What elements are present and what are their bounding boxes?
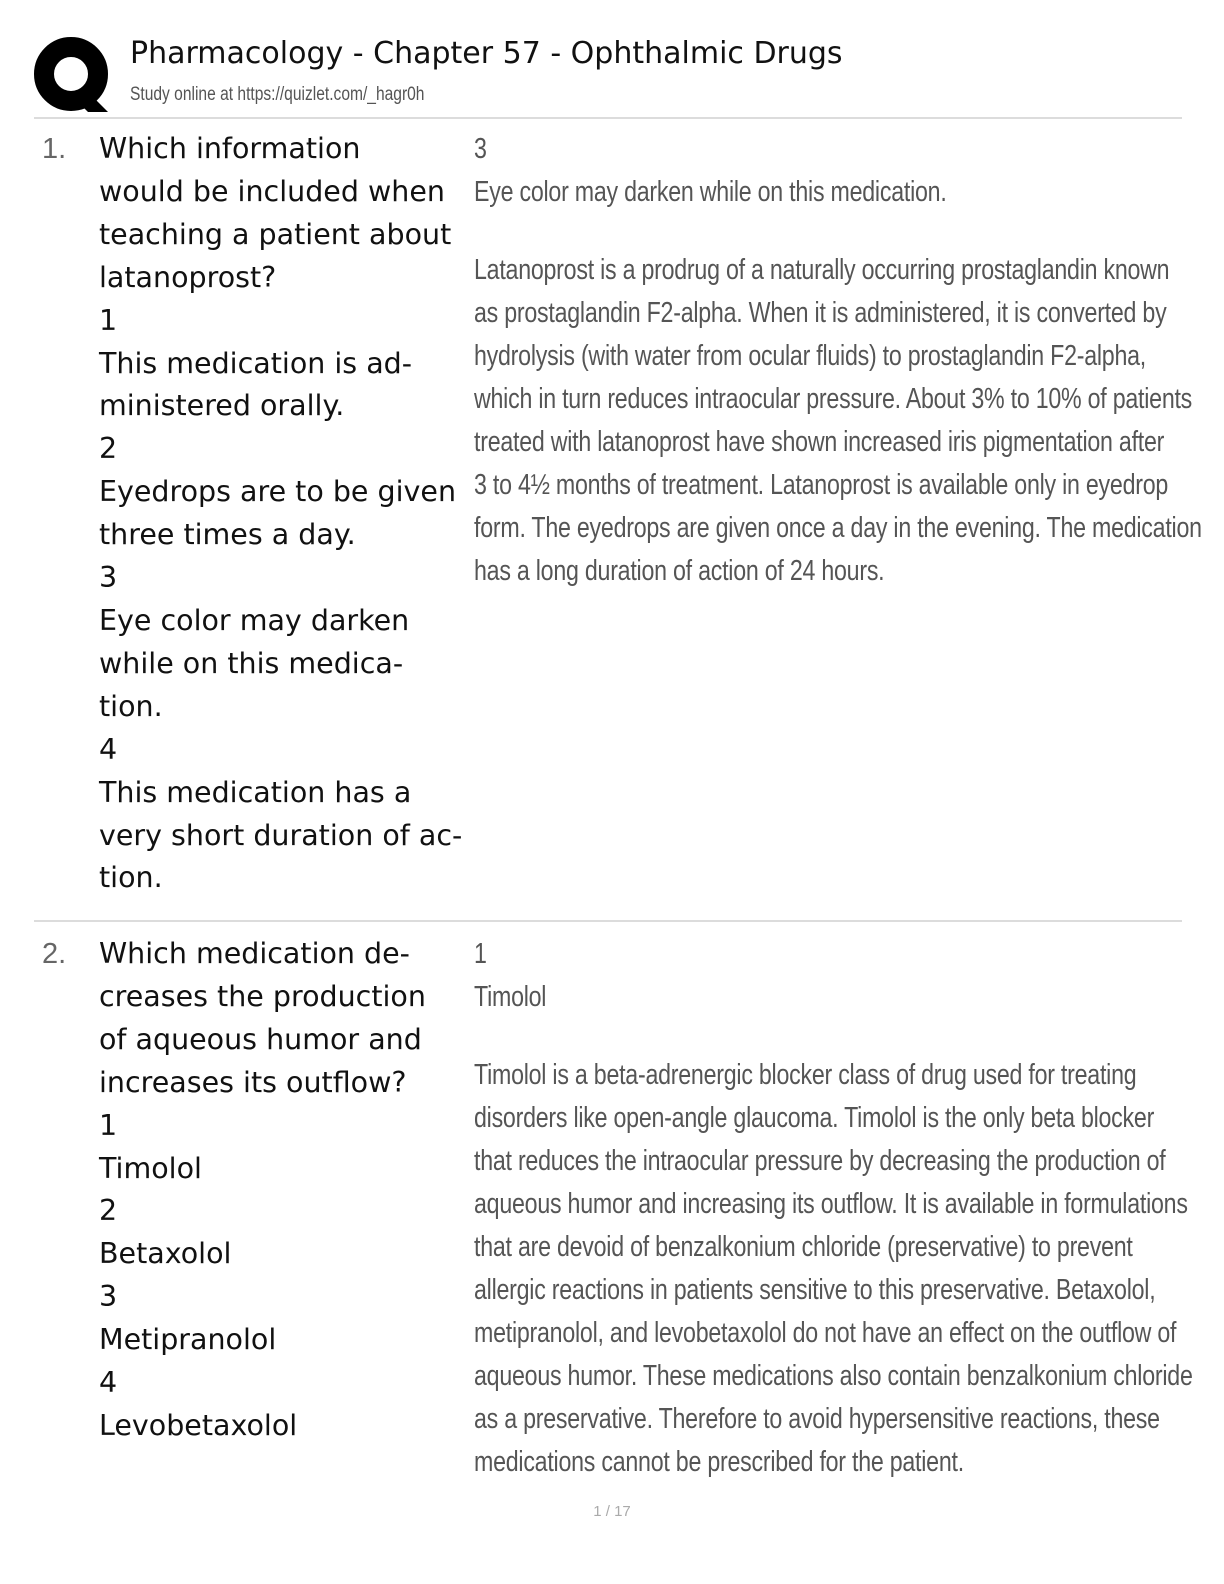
term-line: of aqueous humor and [99, 1022, 422, 1056]
term-line: tion. [99, 861, 163, 895]
term-line: latanoprost? [99, 260, 277, 294]
explanation-line: as a preservative. Therefore to avoid hypersensitive reactions, these [474, 1403, 1160, 1435]
term-line: 4 [99, 732, 118, 766]
explanation-line: which in turn reduces intraocular pressure. About 3% to 10% of patients [474, 383, 1193, 415]
term-line: teaching a patient about [99, 217, 452, 251]
term-line: Which medication de- [99, 937, 410, 970]
term-line: while on this medica- [99, 646, 404, 680]
quizlet-q-logo-icon [34, 36, 112, 114]
term-line: 1 [99, 303, 118, 337]
term-line: 2 [99, 1194, 118, 1228]
term-line: Timolol [99, 1151, 202, 1185]
card-number: 2. [42, 938, 67, 970]
card-definition [474, 933, 1194, 1484]
explanation-line: metipranolol, and levobetaxolol do not have an effect on the outflow of [474, 1317, 1177, 1349]
term-line: Eyedrops are to be given [99, 475, 457, 509]
term-line: 4 [99, 1366, 118, 1400]
explanation-line: that are devoid of benzalkonium chloride (preservative) to prevent [474, 1231, 1133, 1263]
term-line: Which information [99, 132, 361, 165]
card-divider [34, 920, 1182, 922]
explanation-line: disorders like open-angle glaucoma. Timolol is the only beta blocker [474, 1102, 1155, 1134]
explanation-line: form. The eyedrops are given once a day in the evening. The medication [474, 512, 1202, 544]
card-definition [474, 128, 1202, 593]
explanation-line: treated with latanoprost have shown increased iris pigmentation after [474, 426, 1165, 458]
header-divider [34, 117, 1182, 119]
term-line: This medication has a [99, 775, 412, 809]
explanation-line: hydrolysis (with water from ocular fluids) to prostaglandin F2-alpha, [474, 340, 1146, 372]
term-line: 3 [99, 561, 118, 595]
term-line: creases the production [99, 979, 426, 1013]
explanation-line: that reduces the intraocular pressure by decreasing the production of [474, 1145, 1166, 1177]
term-line: 1 [99, 1108, 118, 1142]
term-line: would be included when [99, 174, 445, 208]
study-online-link[interactable]: Study online at https://quizlet.com/_hagr0h [130, 84, 425, 105]
term-line: Levobetaxolol [99, 1408, 298, 1442]
explanation-line: Latanoprost is a prodrug of a naturally occurring prostaglandin known [474, 254, 1170, 286]
card-number: 1. [42, 133, 67, 165]
term-line: Eye color may darken [99, 603, 410, 637]
term-line: three times a day. [99, 518, 356, 552]
explanation-line: as prostaglandin F2-alpha. When it is administered, it is converted by [474, 297, 1167, 329]
term-line: increases its outflow? [99, 1065, 407, 1099]
answer-text: Eye color may darken while on this medication. [474, 176, 947, 208]
answer-text: Timolol [474, 981, 547, 1013]
card-term [99, 128, 469, 900]
explanation-line: 3 to 4½ months of treatment. Latanoprost is available only in eyedrop [474, 469, 1169, 501]
explanation-line: aqueous humor. These medications also contain benzalkonium chloride [474, 1360, 1193, 1392]
term-line: very short duration of ac- [99, 818, 463, 852]
explanation-line: medications cannot be prescribed for the patient. [474, 1446, 964, 1478]
term-line: 2 [99, 432, 118, 466]
card-term [99, 933, 469, 1448]
term-line: ministered orally. [99, 389, 345, 423]
term-line: Betaxolol [99, 1237, 232, 1271]
term-line: tion. [99, 689, 163, 723]
term-line: Metipranolol [99, 1323, 277, 1357]
answer-number: 1 [474, 938, 487, 970]
explanation-line: allergic reactions in patients sensitive to this preservative. Betaxolol, [474, 1274, 1156, 1306]
explanation-line: has a long duration of action of 24 hours. [474, 555, 885, 587]
page-indicator: 1 / 17 [593, 1503, 631, 1520]
explanation-line: Timolol is a beta-adrenergic blocker class of drug used for treating [474, 1059, 1137, 1091]
page-header [34, 34, 1184, 118]
explanation-line: aqueous humor and increasing its outflow. It is available in formulations [474, 1188, 1188, 1220]
term-line: This medication is ad- [99, 346, 413, 380]
term-line: 3 [99, 1280, 118, 1314]
answer-number: 3 [474, 133, 487, 165]
page-title: Pharmacology - Chapter 57 - Ophthalmic Drugs [130, 36, 843, 71]
